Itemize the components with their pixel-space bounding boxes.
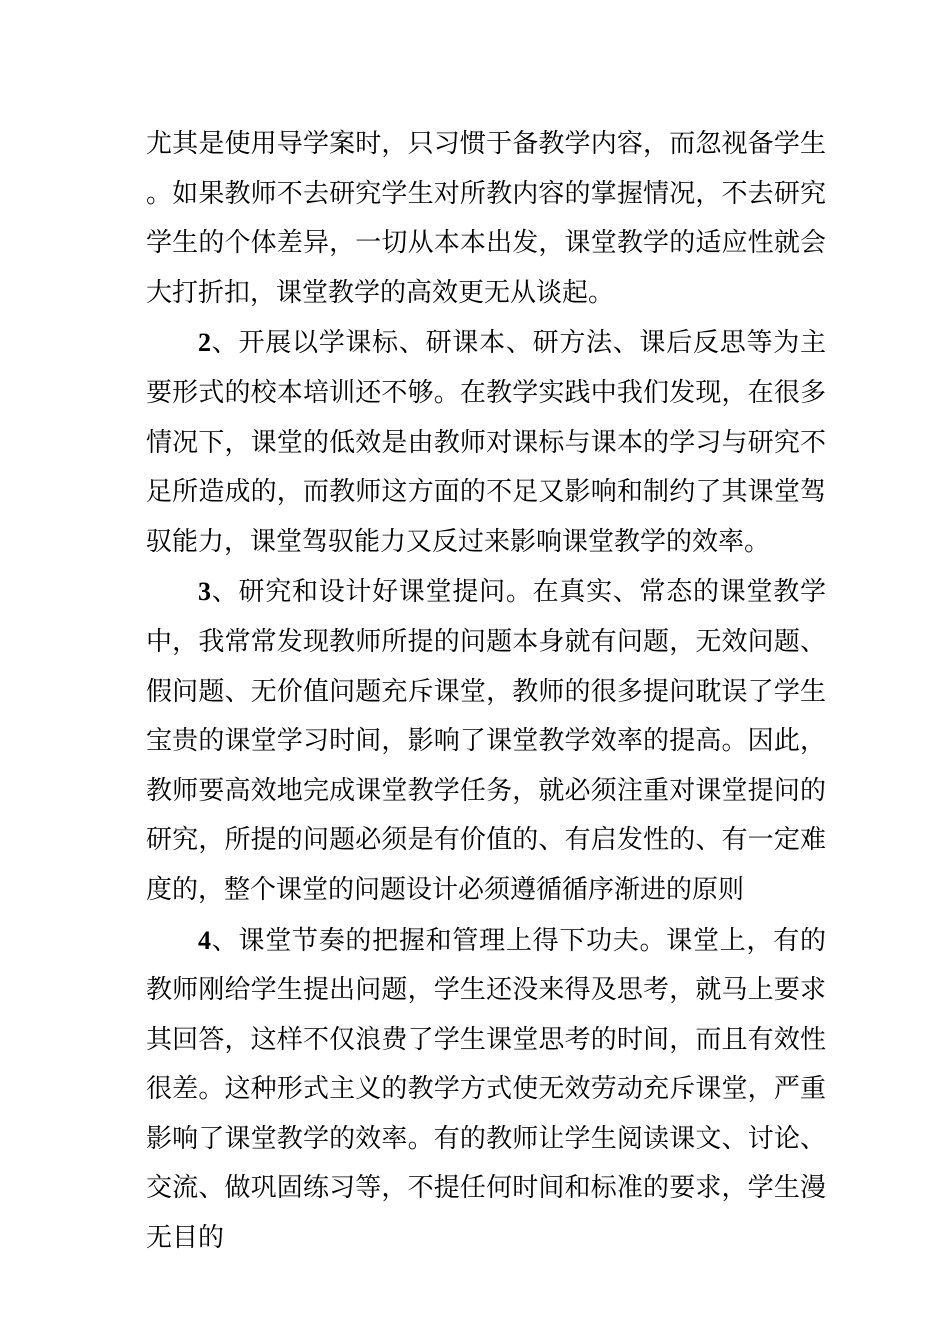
paragraph-text: 尤其是使用导学案时，只习惯于备教学内容，而忽视备学生。如果教师不去研究学生对所教内容的掌握情况，不去研究学生的个体差异，一切从本本出发，课堂教学的适应性就会大打折扣，课堂教学的高效更无从谈起。 — [146, 129, 826, 308]
paragraph-number: 3 — [198, 577, 211, 607]
paragraph-item-2 — [146, 318, 826, 567]
paragraph-text: 、研究和设计好课堂提问。在真实、常态的课堂教学中，我常常发现教师所提的问题本身就有问题，无效问题、假问题、无价值问题充斥课堂，教师的很多提问耽误了学生宝贵的课堂学习时间，影响了课堂教学效率的提高。因此，教师要高效地完成课堂教学任务，就必须注重对课堂提问的研究，所提的问题必须是有价值的、有启发性的、有一定难度的，整个课堂的问题设计必须遵循循序渐进的原则 — [146, 577, 826, 905]
document-body — [146, 120, 826, 1264]
paragraph-continuation — [146, 120, 826, 318]
paragraph-number: 4 — [198, 925, 211, 955]
paragraph-number: 2 — [198, 328, 211, 358]
paragraph-text: 、课堂节奏的把握和管理上得下功夫。课堂上，有的教师刚给学生提出问题，学生还没来得及思考，就马上要求其回答，这样不仅浪费了学生课堂思考的时间，而且有效性很差。这种形式主义的教学方式使无效劳动充斥课堂，严重影响了课堂教学的效率。有的教师让学生阅读课文、讨论、交流、做巩固练习等，不提任何时间和标准的要求，学生漫无目的 — [146, 925, 826, 1254]
paragraph-text: 、开展以学课标、研课本、研方法、课后反思等为主要形式的校本培训还不够。在教学实践中我们发现，在很多情况下，课堂的低效是由教师对课标与课本的学习与研究不足所造成的，而教师这方面的不足又影响和制约了其课堂驾驭能力，课堂驾驭能力又反过来影响课堂教学的效率。 — [146, 328, 826, 557]
paragraph-item-4 — [146, 916, 826, 1264]
paragraph-item-3 — [146, 567, 826, 915]
